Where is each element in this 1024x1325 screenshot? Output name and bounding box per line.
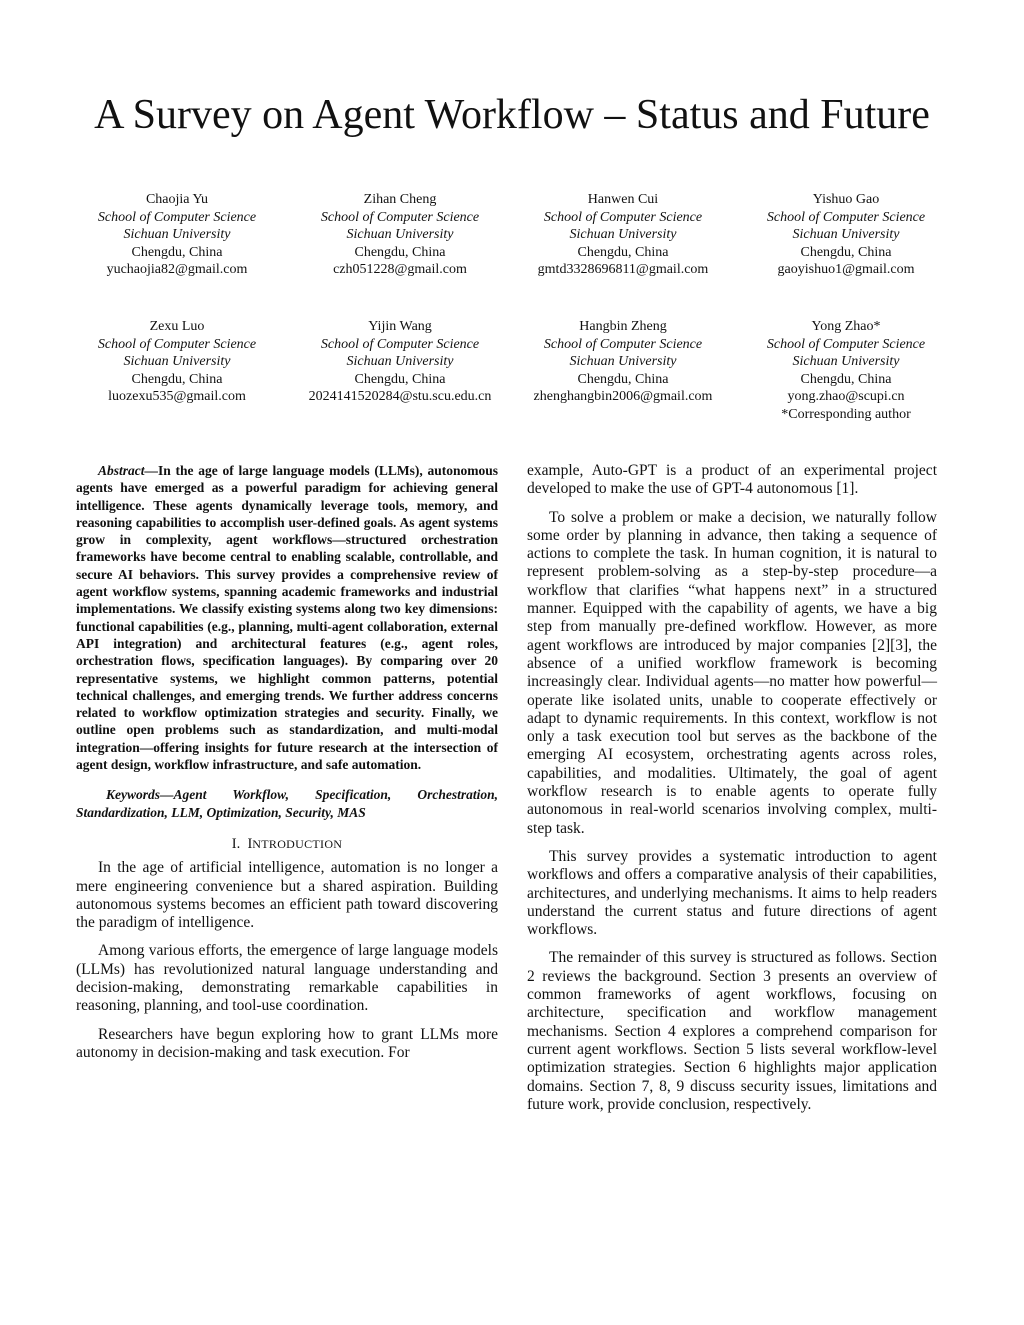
author-university: Sichuan University [123, 354, 231, 369]
author-city: Chengdu, China [131, 244, 223, 260]
author-name: Zihan Cheng [363, 192, 437, 207]
author-university: Sichuan University [346, 354, 454, 369]
keywords: Keywords—Agent Workflow, Specification, Orchestration, Standardization, LLM, Optimization, Security, MAS [76, 787, 498, 820]
author-city: Chengdu, China [800, 371, 892, 387]
author-city: Chengdu, China [577, 244, 669, 260]
author-school: School of Computer Science [543, 209, 703, 225]
author-email: 2024141520284@stu.scu.edu.cn [308, 389, 492, 404]
author-school: School of Computer Science [320, 336, 480, 352]
author-city: Chengdu, China [577, 371, 669, 387]
author-school: School of Computer Science [97, 209, 257, 225]
author-city: Chengdu, China [354, 371, 446, 387]
abstract-label: Abstract— [98, 463, 159, 478]
paragraph: To solve a problem or make a decision, we naturally follow some order by planning in advance, then taking a sequence of actions to complete the task. In human cognition, it is natural to represent problem-solving as a step-by-step procedure—a workflow that clarifies “what happens next” in a structured manner. Equipped with the capability of agents, we have a big step from manually pre-defined workflow. However, as more agent workflows are introduced by major companies [2][3], the absence of a unified workflow framework is becoming increasingly clear. Individual agents—no matter how powerful—operate like isolated units, unable to cooperate effectively or adapt to dynamic requirements. In this context, workflow is not only a task execution tool but serves as the backbone of the emerging AI ecosystem, orchestrating agents across roles, capabilities, and modalities. Ultimately, the goal of agent workflow research is to enable agents to operate fully autonomous in real-world scenarios involving complex, multi-step task. [527, 508, 937, 837]
author-block [508, 318, 738, 406]
abstract [76, 462, 498, 773]
author-name: Hangbin Zheng [579, 319, 667, 334]
paragraph: This survey provides a systematic introduction to agent workflows and offers a comparative analysis of their capabilities, architectures, and underlying mechanisms. It aims to help readers understand the current status and future directions of agent workflows. [527, 847, 937, 939]
author-email: czh051228@gmail.com [333, 262, 467, 277]
author-university: Sichuan University [569, 227, 677, 242]
paper-title: A Survey on Agent Workflow – Status and Future [94, 92, 930, 138]
author-name: Yishuo Gao [812, 192, 880, 207]
author-name: Hanwen Cui [587, 192, 659, 207]
paragraph-continuation: example, Auto-GPT is a product of an experimental project developed to make the use of GPT-4 autonomous [1]. [527, 462, 937, 498]
author-block [731, 191, 961, 279]
author-email: yuchaojia82@gmail.com [106, 262, 248, 277]
author-block [62, 318, 292, 406]
author-email: gmtd3328696811@gmail.com [537, 262, 709, 277]
author-school: School of Computer Science [766, 336, 926, 352]
author-university: Sichuan University [792, 227, 900, 242]
author-block [285, 191, 515, 279]
author-school: School of Computer Science [97, 336, 257, 352]
author-email: zhenghangbin2006@gmail.com [533, 389, 713, 404]
paragraph: Among various efforts, the emergence of large language models (LLMs) has revolutionized natural language understanding and decision-making, demonstrating remarkable capabilities in reasoning, planning, and tool-use coordination. [76, 942, 498, 1015]
author-university: Sichuan University [123, 227, 231, 242]
author-city: Chengdu, China [131, 371, 223, 387]
paragraph: Researchers have begun exploring how to grant LLMs more autonomy in decision-making and task execution. For [76, 1025, 498, 1061]
author-city: Chengdu, China [800, 244, 892, 260]
author-name: Chaojia Yu [145, 192, 209, 207]
author-name: Yong Zhao* [811, 319, 881, 334]
author-email: luozexu535@gmail.com [108, 389, 246, 404]
right-column [527, 462, 937, 1124]
author-school: School of Computer Science [766, 209, 926, 225]
author-block [731, 318, 961, 423]
paragraph: In the age of artificial intelligence, automation is no longer a mere engineering convenience but a shared aspiration. Building autonomous systems becomes an efficient path toward discovering the paradigm of intelligence. [76, 859, 498, 932]
author-name: Yijin Wang [368, 319, 432, 334]
author-school: School of Computer Science [543, 336, 703, 352]
author-university: Sichuan University [569, 354, 677, 369]
author-name: Zexu Luo [149, 319, 205, 334]
author-block [62, 191, 292, 279]
author-block [508, 191, 738, 279]
author-school: School of Computer Science [320, 209, 480, 225]
corresponding-author-note: *Corresponding author [781, 406, 911, 422]
author-email: yong.zhao@scupi.cn [787, 389, 905, 404]
abstract-text: In the age of large language models (LLMs), autonomous agents have emerged as a powerful paradigm for achieving general intelligence. These agents dynamically leverage tools, memory, and reasoning capabilities to accomplish user-defined goals. As agent systems grow in complexity, agent workflows—structured orchestration frameworks have become central to enabling scalable, controllable, and secure AI behaviors. This survey provides a comprehensive review of agent workflow systems, spanning academic frameworks and industrial implementations. We classify existing systems along two key dimensions: functional capabilities (e.g., planning, multi-agent collaboration, external API integration) and architectural features (e.g., agent roles, orchestration flows, specification languages). By comparing over 20 representative systems, we highlight common patterns, potential technical challenges, and emerging trends. We further address concerns related to workflow optimization strategies and security. Finally, we outline open problems such as standardization, and multi-modal integration—offering insights for future research at the intersection of agent design, workflow infrastructure, and safe automation. [76, 463, 498, 773]
paragraph: The remainder of this survey is structured as follows. Section 2 reviews the background. Section 3 presents an overview of common frameworks of agent workflows, focusing on architecture, specification and workflow management mechanisms. Section 4 explores a comprehend comparison for current agent workflows. Section 5 lists several workflow-level optimization strategies. Section 6 highlights major application domains. Section 7, 8, 9 discuss security issues, limitations and future work, provide conclusion, respectively. [527, 949, 937, 1113]
left-column [76, 462, 498, 1072]
author-university: Sichuan University [792, 354, 900, 369]
section-heading: I. INTRODUCTION [231, 835, 343, 852]
author-block [285, 318, 515, 406]
author-city: Chengdu, China [354, 244, 446, 260]
author-university: Sichuan University [346, 227, 454, 242]
author-email: gaoyishuo1@gmail.com [777, 262, 915, 277]
